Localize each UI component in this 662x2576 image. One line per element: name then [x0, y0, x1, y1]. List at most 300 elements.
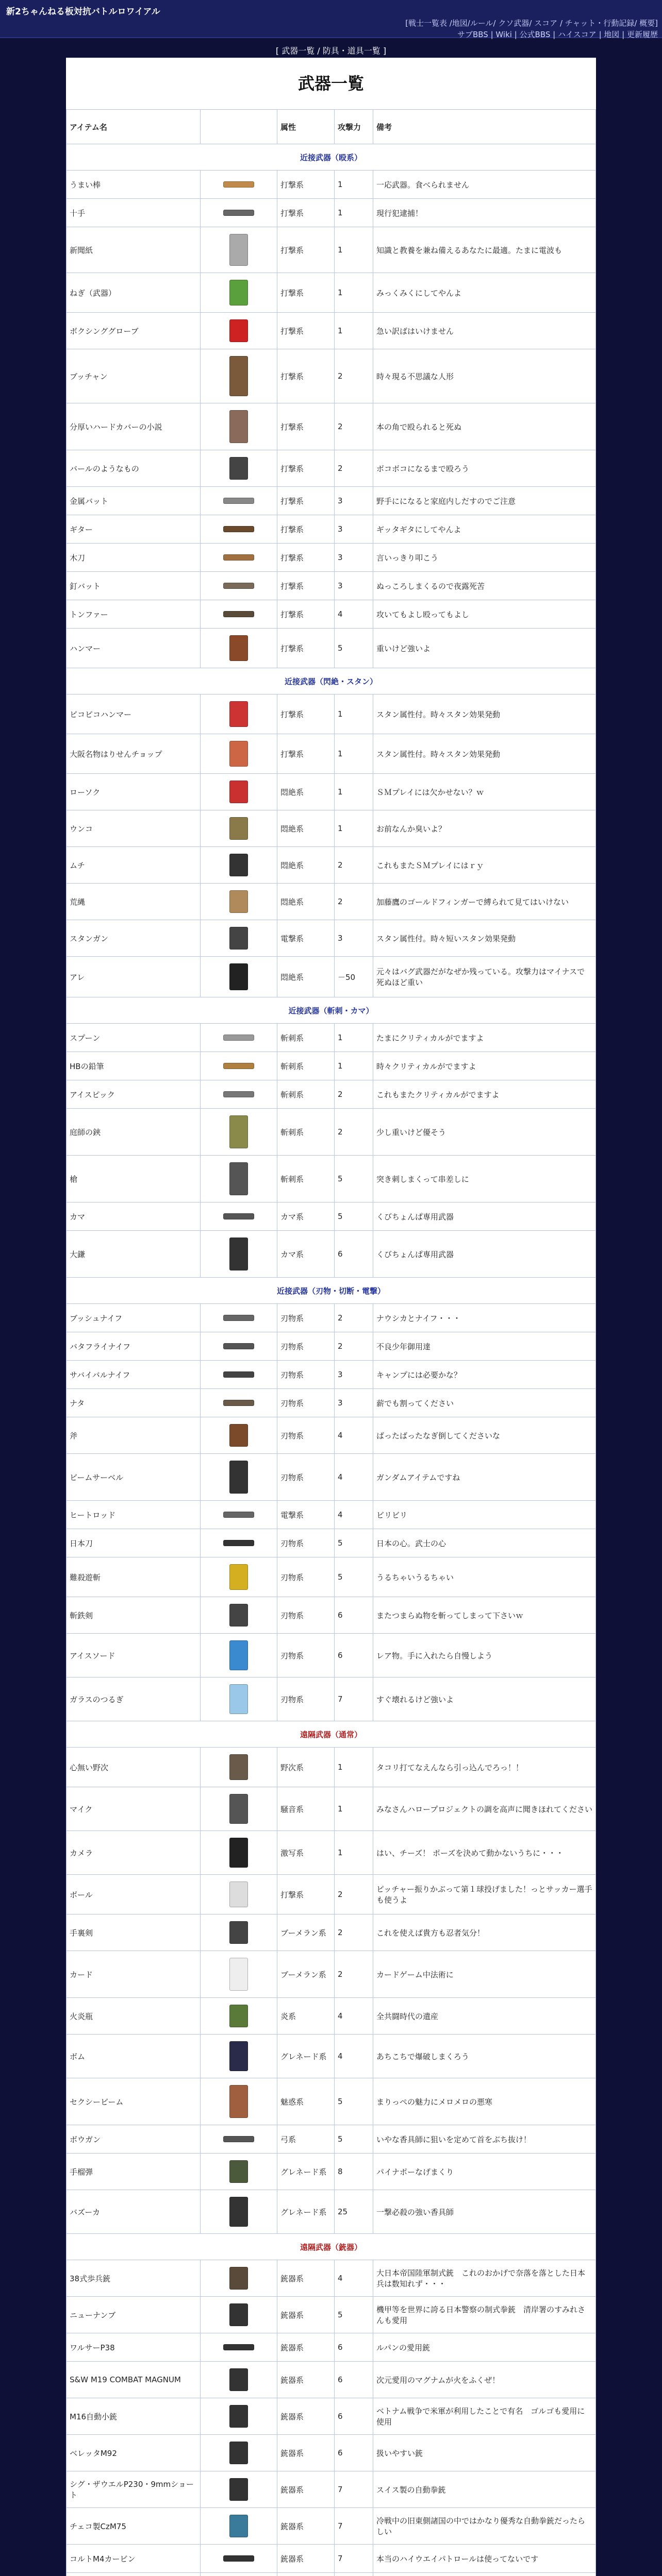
item-image-cell [201, 2398, 277, 2435]
item-name: 十手 [67, 199, 201, 227]
header-nav-line2[interactable]: サブBBS | Wiki | 公式BBS | ハイスコア | 地図 | 更新履歴 [457, 30, 658, 39]
table-row [67, 1634, 596, 1677]
item-attack: 1 [335, 199, 373, 227]
item-note: 言いっきり叩こう [373, 544, 596, 572]
axe-icon [229, 1424, 248, 1447]
item-name: ねぎ（武器） [67, 273, 201, 313]
table-row [67, 403, 596, 450]
item-image-cell [201, 2333, 277, 2362]
item-attack: 2 [335, 403, 373, 450]
item-attack: 4 [335, 1417, 373, 1454]
item-attack: 6 [335, 1231, 373, 1278]
item-attribute: 銃器系 [277, 2471, 335, 2508]
katana-icon [223, 1540, 254, 1546]
item-attack: 2 [335, 450, 373, 487]
bokuto-icon [223, 554, 254, 561]
item-attack: 5 [335, 2297, 373, 2333]
item-image-cell [201, 600, 277, 629]
item-image-cell [201, 1597, 277, 1634]
item-attack: 4 [335, 2260, 373, 2297]
item-note: 重いけど強いよ [373, 629, 596, 668]
item-attribute: 打撃系 [277, 227, 335, 273]
item-note: スタン属性付。時々スタン効果発動 [373, 694, 596, 734]
sig-icon [229, 2478, 248, 2501]
item-name: コルトM4カービン [67, 2545, 201, 2573]
item-attribute: 銃器系 [277, 2297, 335, 2333]
item-image-cell [201, 734, 277, 774]
table-row [67, 572, 596, 600]
header-attribute: 属性 [277, 110, 335, 144]
heat-rod-icon [223, 1512, 254, 1518]
item-name: 金属バット [67, 487, 201, 515]
item-image-cell [201, 1557, 277, 1597]
revolver-icon [229, 2303, 248, 2326]
table-row [67, 734, 596, 774]
item-attribute: 刃物系 [277, 1597, 335, 1634]
item-attribute: グレネード系 [277, 2154, 335, 2190]
item-image-cell [201, 920, 277, 957]
item-attribute: 悶絶系 [277, 847, 335, 884]
item-attribute: 激写系 [277, 1831, 335, 1875]
item-attack: 1 [335, 694, 373, 734]
item-name: 荒縄 [67, 884, 201, 920]
item-note: スタン属性付。時々短いスタン効果発動 [373, 920, 596, 957]
book-icon [229, 410, 248, 443]
item-image-cell [201, 1231, 277, 1278]
item-image-cell [201, 1748, 277, 1787]
item-attack: 3 [335, 572, 373, 600]
item-image-cell [201, 313, 277, 349]
item-attribute: 斬刺系 [277, 1156, 335, 1202]
item-note: 本当のハイウエイパトロールは使ってないです [373, 2545, 596, 2573]
item-name: 釘バット [67, 572, 201, 600]
item-attribute: 電撃系 [277, 1501, 335, 1529]
table-row [67, 2398, 596, 2435]
beretta-icon [229, 2442, 248, 2464]
item-image-cell [201, 1951, 277, 1998]
item-image-cell [201, 1080, 277, 1109]
ball-icon [229, 1882, 248, 1907]
item-name: ボウガン [67, 2125, 201, 2154]
leek-icon [229, 280, 248, 306]
item-note: 攻いてもよし殴ってもよし [373, 600, 596, 629]
section-title: 近接武器（殴系） [67, 144, 596, 171]
item-note: 時々現る不思議な人形 [373, 349, 596, 403]
item-note: まりっぺの魅力にメロメロの悪寒 [373, 2078, 596, 2125]
m4-icon [223, 2555, 254, 2562]
weapon-list-panel [66, 58, 596, 2576]
item-image-cell [201, 1109, 277, 1156]
item-attack: 3 [335, 487, 373, 515]
header-nav-line1[interactable]: [戦士一覧表 /地図/ルール/ クソ武器/ スコア / チャット・行動記録/ 概要] [405, 19, 658, 28]
bat-icon [223, 498, 254, 504]
item-attack: －50 [335, 957, 373, 997]
item-note: ガンダムアイテムですね [373, 1454, 596, 1501]
item-note: 野手にになると家庭内しだすのでご注意 [373, 487, 596, 515]
item-image-cell [201, 2154, 277, 2190]
item-attribute: 銃器系 [277, 2260, 335, 2297]
item-attribute: グレネード系 [277, 2035, 335, 2078]
item-note: くびちょんぱ専用武器 [373, 1231, 596, 1278]
item-attack: 2 [335, 1914, 373, 1951]
item-name: ピコピコハンマー [67, 694, 201, 734]
item-image-cell [201, 2545, 277, 2573]
table-row [67, 1557, 596, 1597]
sexy-beam-icon [229, 2085, 248, 2118]
spear-icon [229, 1162, 248, 1195]
harisen-icon [229, 741, 248, 767]
item-attack: 6 [335, 2398, 373, 2435]
item-image-cell [201, 572, 277, 600]
item-attribute: 悶絶系 [277, 884, 335, 920]
item-attribute: ブーメラン系 [277, 1914, 335, 1951]
item-note: 突き刺しまくって串差しに [373, 1156, 596, 1202]
item-attack: 1 [335, 1748, 373, 1787]
header-nav [328, 18, 658, 40]
cz75-icon [229, 2515, 248, 2537]
item-note: すぐ壊れるけど強いよ [373, 1677, 596, 1721]
item-attack: 2 [335, 1304, 373, 1332]
item-attack: 1 [335, 810, 373, 847]
item-note: 日本の心。武士の心 [373, 1529, 596, 1557]
item-image-cell [201, 957, 277, 997]
table-row [67, 600, 596, 629]
item-note: お前なんか臭いよ？ [373, 810, 596, 847]
item-attack: 5 [335, 1202, 373, 1231]
item-name: HBの鉛筆 [67, 1052, 201, 1080]
bowgun-icon [223, 2136, 254, 2142]
nail-bat-icon [223, 583, 254, 589]
stungun-icon [229, 927, 248, 950]
item-attribute: 刃物系 [277, 1417, 335, 1454]
item-attribute: 銃器系 [277, 2545, 335, 2573]
item-attribute: 打撃系 [277, 403, 335, 450]
item-name: トンファー [67, 600, 201, 629]
item-attack: 2 [335, 884, 373, 920]
item-name: 槍 [67, 1156, 201, 1202]
item-name: バールのようなもの [67, 450, 201, 487]
item-attack: 1 [335, 313, 373, 349]
item-name: ブッチャン [67, 349, 201, 403]
item-name: ギター [67, 515, 201, 544]
item-attack: 2 [335, 1951, 373, 1998]
item-name: 難殺遊斬 [67, 1557, 201, 1597]
guitar-icon [223, 526, 254, 532]
table-row [67, 1951, 596, 1998]
item-note: 現行犯逮捕！ [373, 199, 596, 227]
item-name: シグ・ザウエルP230・9mmショート [67, 2471, 201, 2508]
item-attack: 3 [335, 920, 373, 957]
table-row [67, 1304, 596, 1332]
item-attribute: ブーメラン系 [277, 1951, 335, 1998]
item-image-cell [201, 515, 277, 544]
item-image-cell [201, 403, 277, 450]
item-name: 斧 [67, 1417, 201, 1454]
table-row [67, 2190, 596, 2234]
item-image-cell [201, 847, 277, 884]
item-name: 分厚いハードカバーの小説 [67, 403, 201, 450]
item-attribute: 打撃系 [277, 199, 335, 227]
item-note: あちこちで爆破しまくろう [373, 2035, 596, 2078]
item-name: サバイバルナイフ [67, 1361, 201, 1389]
item-note: 冷戦中の旧東側諸国の中ではかなり優秀な自動拳銃だったらしい [373, 2508, 596, 2545]
butterfly-knife-icon [223, 1343, 254, 1349]
item-image-cell [201, 1914, 277, 1951]
item-name: アイスソード [67, 1634, 201, 1677]
sickle-icon [223, 1213, 254, 1219]
item-note: 薪でも割ってください [373, 1389, 596, 1417]
item-attack: 5 [335, 2078, 373, 2125]
item-name: 手榴弾 [67, 2154, 201, 2190]
item-attack: 5 [335, 1529, 373, 1557]
knife-icon [223, 1315, 254, 1321]
item-name: 火炎瓶 [67, 1998, 201, 2035]
item-attack: 4 [335, 1501, 373, 1529]
item-note: くびちょんぱ専用武器 [373, 1202, 596, 1231]
item-name [67, 2573, 201, 2576]
item-name: 手裏剣 [67, 1914, 201, 1951]
item-image-cell [201, 1304, 277, 1332]
item-note: 急い訳ばはいけません [373, 313, 596, 349]
item-attack: 3 [335, 1361, 373, 1389]
item-name: ガラスのつるぎ [67, 1677, 201, 1721]
item-attribute: 騒音系 [277, 1787, 335, 1831]
item-note: 少し重いけど優そう [373, 1109, 596, 1156]
table-row [67, 273, 596, 313]
item-note: キャンプには必要かな？ [373, 1361, 596, 1389]
item-attribute: 銃器系 [277, 2398, 335, 2435]
item-attribute: 打撃系 [277, 515, 335, 544]
hammer-icon [229, 635, 248, 661]
item-image-cell [201, 1454, 277, 1501]
item-note: たまにクリティカルがでますよ [373, 1024, 596, 1052]
item-image-cell [201, 1529, 277, 1557]
breadcrumb[interactable]: [ 武器一覧 / 防具・道具一覧 ] [275, 46, 387, 56]
table-row [67, 2508, 596, 2545]
site-title[interactable]: 新2ちゃんねる板対抗バトルロワイアル [6, 7, 160, 17]
item-note: パイナポーなげまくり [373, 2154, 596, 2190]
item-name: バズーカ [67, 2190, 201, 2234]
item-attack: 7 [335, 1677, 373, 1721]
whip-icon [229, 854, 248, 876]
item-name: 38式歩兵銃 [67, 2260, 201, 2297]
table-row [67, 1231, 596, 1278]
glove-icon [229, 319, 248, 342]
item-note: ルパンの愛用銃 [373, 2333, 596, 2362]
rope-icon [229, 890, 248, 913]
item-attribute: 打撃系 [277, 694, 335, 734]
table-row [67, 920, 596, 957]
table-row [67, 1914, 596, 1951]
item-name: うまい棒 [67, 171, 201, 199]
item-attack: 2 [335, 1109, 373, 1156]
item-attribute: 斬刺系 [277, 1052, 335, 1080]
item-name: ボール [67, 1875, 201, 1914]
item-name: スタンガン [67, 920, 201, 957]
item-attribute: 打撃系 [277, 1875, 335, 1914]
item-image-cell [201, 810, 277, 847]
table-row [67, 1109, 596, 1156]
crowbar-icon [229, 457, 248, 480]
table-row [67, 1024, 596, 1052]
item-name: ニューナンブ [67, 2297, 201, 2333]
table-row [67, 2435, 596, 2471]
item-attack: 6 [335, 1597, 373, 1634]
item-attack: 7 [335, 2545, 373, 2573]
item-name: ローソク [67, 774, 201, 810]
item-attribute: 電撃系 [277, 920, 335, 957]
header-attack: 攻撃力 [335, 110, 373, 144]
item-image-cell [201, 171, 277, 199]
table-row [67, 1080, 596, 1109]
item-note: 加藤鷹のゴールドフィンガーで縛られて見てはいけない [373, 884, 596, 920]
table-header-row [67, 110, 596, 144]
bazooka-icon [229, 2197, 248, 2227]
table-row [67, 313, 596, 349]
glass-sword-icon [229, 1684, 248, 1714]
machete-icon [223, 1400, 254, 1406]
table-row [67, 199, 596, 227]
item-attack: 6 [335, 2435, 373, 2471]
item-attack: 7 [335, 2508, 373, 2545]
table-row [67, 1389, 596, 1417]
item-image-cell [201, 2125, 277, 2154]
table-row [67, 2260, 596, 2297]
item-attribute: 打撃系 [277, 487, 335, 515]
item-note: はい、チーズ！ ポーズを決めて動かないうちに・・・ [373, 1831, 596, 1875]
item-attribute: 打撃系 [277, 734, 335, 774]
item-note: うるちゃいうるちゃい [373, 1557, 596, 1597]
item-image-cell [201, 2297, 277, 2333]
section-header-row [67, 1278, 596, 1304]
item-image-cell [201, 199, 277, 227]
table-row [67, 515, 596, 544]
table-row [67, 1831, 596, 1875]
spoon-icon [223, 1035, 254, 1041]
item-name: アレ [67, 957, 201, 997]
item-image-cell [201, 273, 277, 313]
item-attribute: 刃物系 [277, 1557, 335, 1597]
table-row [67, 774, 596, 810]
table-row [67, 2362, 596, 2398]
item-note: ボコボコになるまで殴ろう [373, 450, 596, 487]
item-name: スプーン [67, 1024, 201, 1052]
item-attack: 1 [335, 1787, 373, 1831]
item-note: ベトナム戦争で米軍が利用したことで有名 ゴルゴも愛用に使用 [373, 2398, 596, 2435]
item-note: 知識と教養を兼ね備えるあなたに最適。たまに電波も [373, 227, 596, 273]
item-attack: 1 [335, 774, 373, 810]
item-note: 不良少年御用達 [373, 1332, 596, 1361]
item-note [373, 2573, 596, 2576]
section-title: 遠隔武器（通常） [67, 1721, 596, 1748]
item-attack: 5 [335, 2125, 373, 2154]
molotov-icon [229, 2005, 248, 2027]
card-icon [229, 1958, 248, 1991]
item-image-cell [201, 1501, 277, 1529]
ice-sword-icon [229, 1640, 248, 1670]
table-row [67, 1501, 596, 1529]
bomb-icon [229, 2041, 248, 2071]
item-attack: 1 [335, 1024, 373, 1052]
item-name: ベレッタM92 [67, 2435, 201, 2471]
item-attribute: 銃器系 [277, 2435, 335, 2471]
item-attack: 2 [335, 1080, 373, 1109]
table-row [67, 171, 596, 199]
table-row [67, 629, 596, 668]
walther-icon [223, 2344, 254, 2350]
table-row [67, 1787, 596, 1831]
item-attack: 6 [335, 2362, 373, 2398]
item-attribute: 打撃系 [277, 572, 335, 600]
item-attack: 4 [335, 2035, 373, 2078]
newspaper-icon [229, 234, 248, 266]
table-row [67, 1052, 596, 1080]
item-note: スタン属性付。時々スタン効果発動 [373, 734, 596, 774]
item-attribute: 銃器系 [277, 2333, 335, 2362]
item-attack: 6 [335, 1634, 373, 1677]
item-image-cell [201, 694, 277, 734]
item-attribute: 斬刺系 [277, 1080, 335, 1109]
item-name: 新聞紙 [67, 227, 201, 273]
table-row [67, 1998, 596, 2035]
item-image-cell [201, 2035, 277, 2078]
item-attribute: 打撃系 [277, 629, 335, 668]
item-attribute: カマ系 [277, 1231, 335, 1278]
item-image-cell [201, 1677, 277, 1721]
item-name: バタフライナイフ [67, 1332, 201, 1361]
item-attribute: カマ系 [277, 1202, 335, 1231]
item-image-cell [201, 629, 277, 668]
item-image-cell [201, 2362, 277, 2398]
site-header [0, 0, 662, 38]
item-attack: 4 [335, 600, 373, 629]
item-name: ハンマー [67, 629, 201, 668]
item-note: 大日本帝国陸軍制式銃 これのおかげで奈落を落とした日本兵は数知れず・・・ [373, 2260, 596, 2297]
item-attack: 7 [335, 2471, 373, 2508]
item-attribute: 打撃系 [277, 600, 335, 629]
table-row [67, 1332, 596, 1361]
item-image-cell [201, 2471, 277, 2508]
are-icon [229, 963, 248, 990]
item-note: 時々クリティカルがでますよ [373, 1052, 596, 1080]
item-note: レア物。手に入れたら自慢しよう [373, 1634, 596, 1677]
item-attribute: 魅惑系 [277, 2078, 335, 2125]
item-image-cell [201, 1787, 277, 1831]
item-note: ピッチャー振りかぶって第１球投げました！っとサッカー選手も使うよ [373, 1875, 596, 1914]
item-note: みっくみくにしてやんよ [373, 273, 596, 313]
section-title: 近接武器（閃絶・スタン） [67, 668, 596, 694]
item-attribute: 悶絶系 [277, 957, 335, 997]
table-row [67, 349, 596, 403]
item-name: カマ [67, 1202, 201, 1231]
weapon-table-body [67, 144, 596, 2576]
item-image-cell [201, 1052, 277, 1080]
section-header-row [67, 668, 596, 694]
item-attribute: 悶絶系 [277, 810, 335, 847]
item-attack: 3 [335, 544, 373, 572]
table-row [67, 2125, 596, 2154]
item-attack: 2 [335, 349, 373, 403]
item-attribute [277, 2573, 335, 2576]
item-image-cell [201, 450, 277, 487]
item-attribute: 刃物系 [277, 1677, 335, 1721]
magnum-icon [229, 2368, 248, 2391]
grenade-icon [229, 2160, 248, 2183]
item-name: カード [67, 1951, 201, 1998]
item-image-cell [201, 1389, 277, 1417]
scythe-icon [229, 1238, 248, 1270]
poop-icon [229, 817, 248, 840]
